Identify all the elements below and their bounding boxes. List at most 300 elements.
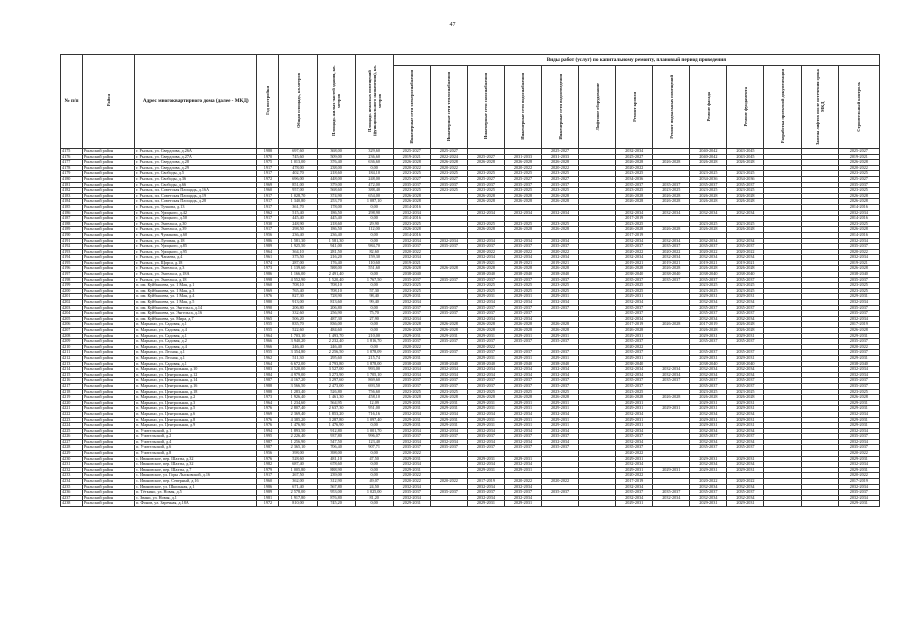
- cell-work-period: 2032-2034: [616, 462, 653, 468]
- cell-work-period: 2035-2037: [504, 383, 541, 389]
- cell-work-period: 2026-2028: [504, 160, 541, 166]
- cell-work-period: 2032-2034: [838, 367, 879, 373]
- cell-work-period: 2020-2022: [504, 249, 541, 255]
- cell-work-period: 2035-2037: [838, 434, 879, 440]
- cell-work-period: 2038-2040: [727, 272, 764, 278]
- cell-year: 1998: [257, 277, 279, 283]
- cell-nonliving-area: 693,50: [355, 383, 393, 389]
- cell-work-period: 2034-2036: [690, 176, 727, 182]
- cell-work-period: 2032-2034: [393, 372, 430, 378]
- cell-total-area: 1 234,60: [279, 400, 317, 406]
- cell-living-area: 256,90: [317, 311, 355, 317]
- cell-address: п. им. Куйбышева, ул. 1 Мая, д.4: [135, 294, 257, 300]
- cell-work-period: 2032-2034: [467, 439, 504, 445]
- cell-living-area: 206,80: [317, 305, 355, 311]
- cell-living-area: 246,40: [317, 344, 355, 350]
- cell-work-period: 2038-2040: [727, 361, 764, 367]
- cell-work-period: 2032-2034: [690, 439, 727, 445]
- cell-work-period: 2029-2031: [542, 355, 579, 361]
- cell-work-period: 2032-2034: [467, 210, 504, 216]
- cell-work-period: 2032-2034: [838, 428, 879, 434]
- cell-work-period: 2035-2037: [504, 350, 541, 356]
- cell-work-period: [801, 501, 838, 507]
- cell-work-period: 2031-2033: [542, 154, 579, 160]
- header-address: Адрес многоквартирного дома (далее - МКД): [135, 55, 257, 149]
- cell-work-period: 2029-2031: [690, 333, 727, 339]
- cell-address: п. Марьино, ул. Центральная, д.10: [135, 367, 257, 373]
- cell-district: Рыльский район: [83, 361, 135, 367]
- cell-work-period: 2020-2022: [393, 344, 430, 350]
- cell-work-period: 2032-2034: [393, 495, 430, 501]
- cell-work-period: 2026-2028: [467, 160, 504, 166]
- cell-work-period: [653, 501, 690, 507]
- cell-work-period: 2026-2028: [616, 193, 653, 199]
- cell-work-period: 2032-2034: [727, 428, 764, 434]
- cell-work-period: 2032-2034: [504, 495, 541, 501]
- cell-work-period: 2026-2028: [430, 160, 467, 166]
- cell-living-area: 1 493,70: [317, 333, 355, 339]
- cell-id: 4237: [61, 495, 83, 501]
- cell-id: 4208: [61, 333, 83, 339]
- cell-work-period: 2029-2031: [467, 406, 504, 412]
- cell-work-period: 2026-2028: [690, 160, 727, 166]
- cell-living-area: 218,60: [317, 221, 355, 227]
- cell-living-area: 445,40: [317, 216, 355, 222]
- cell-work-period: 2026-2028: [727, 395, 764, 401]
- cell-nonliving-area: 388,40: [355, 188, 393, 194]
- cell-work-period: 2025-2027: [467, 154, 504, 160]
- cell-work-period: 2035-2037: [690, 350, 727, 356]
- header-work-6: [616, 66, 653, 149]
- cell-nonliving-area: 210,00: [355, 333, 393, 339]
- cell-work-period: 2035-2037: [542, 182, 579, 188]
- cell-address: г. Рыльск, ул. Энгельса, д.39: [135, 227, 257, 233]
- cell-work-period: 2023-2025: [467, 221, 504, 227]
- cell-nonliving-area: 0,00: [355, 328, 393, 334]
- cell-work-period: 2020-2022: [727, 249, 764, 255]
- cell-work-period: 2035-2037: [504, 244, 541, 250]
- cell-work-period: 2032-2034: [838, 462, 879, 468]
- cell-year: 1960: [257, 283, 279, 289]
- cell-living-area: 3 287,80: [317, 417, 355, 423]
- cell-work-period: 2020-2022: [838, 249, 879, 255]
- cell-year: 1960: [257, 188, 279, 194]
- cell-year: 1987: [257, 445, 279, 451]
- cell-id: 4222: [61, 411, 83, 417]
- cell-living-area: 888,90: [317, 467, 355, 473]
- cell-address: п. Учительский, д.6: [135, 445, 257, 451]
- cell-nonliving-area: 1 878,00: [355, 361, 393, 367]
- cell-work-period: 2035-2037: [690, 434, 727, 440]
- cell-work-period: 2032-2034: [690, 367, 727, 373]
- cell-nonliving-area: 215,74: [355, 355, 393, 361]
- cell-work-period: 2026-2028: [393, 266, 430, 272]
- cell-total-area: 835,70: [279, 322, 317, 328]
- cell-living-area: 2 491,40: [317, 272, 355, 278]
- cell-nonliving-area: 123,40: [355, 439, 393, 445]
- cell-nonliving-area: 0,00: [355, 473, 393, 479]
- cell-total-area: 3 566,50: [279, 383, 317, 389]
- cell-work-period: 2026-2028: [838, 193, 879, 199]
- cell-total-area: 528,60: [279, 456, 317, 462]
- cell-work-period: 2032-2034: [690, 238, 727, 244]
- cell-work-period: 2023-2025: [504, 288, 541, 294]
- cell-living-area: 2 232,40: [317, 339, 355, 345]
- cell-work-period: 2019-2021: [504, 260, 541, 266]
- cell-nonliving-area: 993,00: [355, 367, 393, 373]
- cell-id: 4210: [61, 344, 83, 350]
- cell-district: Рыльский район: [83, 272, 135, 278]
- cell-nonliving-area: 1 025,00: [355, 490, 393, 496]
- cell-work-period: 2029-2031: [393, 467, 430, 473]
- cell-work-period: 2029-2031: [727, 501, 764, 507]
- cell-work-period: 2032-2034: [393, 300, 430, 306]
- cell-work-period: 2019-2021: [616, 260, 653, 266]
- cell-work-period: 2020-2022: [430, 165, 467, 171]
- cell-work-period: 2026-2028: [504, 193, 541, 199]
- cell-id: 4195: [61, 260, 83, 266]
- cell-work-period: 2032-2034: [467, 316, 504, 322]
- cell-id: 4186: [61, 210, 83, 216]
- cell-nonliving-area: 472,00: [355, 182, 393, 188]
- cell-work-period: 2032-2034: [653, 238, 690, 244]
- cell-total-area: 1 581,30: [279, 238, 317, 244]
- cell-work-period: 2023-2025: [467, 288, 504, 294]
- cell-nonliving-area: 1 097,40: [355, 417, 393, 423]
- cell-work-period: 2029-2031: [653, 467, 690, 473]
- cell-work-period: 2029-2031: [838, 501, 879, 507]
- cell-nonliving-area: 57,30: [355, 288, 393, 294]
- cell-district: Рыльский район: [83, 445, 135, 451]
- cell-work-period: 2020-2022: [542, 249, 579, 255]
- cell-work-period: 2032-2034: [542, 411, 579, 417]
- cell-district: Рыльский район: [83, 451, 135, 457]
- cell-work-period: 2032-2034: [653, 495, 690, 501]
- cell-work-period: 2020-2022: [393, 249, 430, 255]
- cell-nonliving-area: 0,00: [355, 344, 393, 350]
- cell-nonliving-area: 75,70: [355, 311, 393, 317]
- header-work-label: Замена лифтов после истечения срока МКД: [814, 68, 825, 145]
- cell-nonliving-area: 159,30: [355, 255, 393, 261]
- cell-work-period: 2023-2025: [430, 188, 467, 194]
- cell-work-period: 2035-2037: [504, 311, 541, 317]
- cell-district: Рыльский район: [83, 311, 135, 317]
- cell-address: п. им. Куйбышева, ул. 1 Мая, д.5: [135, 300, 257, 306]
- cell-work-period: 2035-2037: [653, 277, 690, 283]
- cell-year: 1973: [257, 266, 279, 272]
- cell-work-period: 2035-2037: [542, 434, 579, 440]
- cell-work-period: 2025-2027: [393, 176, 430, 182]
- cell-work-period: 2026-2028: [430, 322, 467, 328]
- cell-address: п. Марьино, ул. Центральная, д.9: [135, 423, 257, 429]
- cell-work-period: 2023-2025: [616, 171, 653, 177]
- cell-id: 4205: [61, 316, 83, 322]
- cell-work-period: 2032-2034: [838, 372, 879, 378]
- cell-work-period: 2038-2040: [542, 361, 579, 367]
- cell-nonliving-area: 984,70: [355, 244, 393, 250]
- cell-work-period: 2032-2034: [467, 367, 504, 373]
- cell-district: Рыльский район: [83, 316, 135, 322]
- cell-work-period: 2035-2037: [838, 378, 879, 384]
- cell-address: г. Рыльск, ул. Энгельса, д.18А: [135, 272, 257, 278]
- cell-work-period: 2043-2045: [727, 154, 764, 160]
- cell-total-area: 696,00: [279, 176, 317, 182]
- cell-work-period: 2035-2037: [467, 277, 504, 283]
- cell-total-area: 687,40: [279, 462, 317, 468]
- cell-id: 4215: [61, 372, 83, 378]
- cell-total-area: 3 940,20: [279, 339, 317, 345]
- cell-living-area: 487,30: [317, 316, 355, 322]
- cell-nonliving-area: 458,10: [355, 395, 393, 401]
- cell-living-area: 941,00: [317, 244, 355, 250]
- cell-id: 4180: [61, 176, 83, 182]
- cell-work-period: 2035-2037: [653, 490, 690, 496]
- cell-work-period: 2029-2031: [690, 467, 727, 473]
- cell-work-period: 2032-2034: [838, 439, 879, 445]
- cell-work-period: 2023-2025: [467, 188, 504, 194]
- cell-work-period: 2032-2034: [393, 210, 430, 216]
- cell-work-period: 2038-2040: [467, 272, 504, 278]
- cell-district: Рыльский район: [83, 188, 135, 194]
- cell-work-period: 2029-2031: [430, 400, 467, 406]
- cell-total-area: 515,40: [279, 210, 317, 216]
- cell-work-period: 2026-2028: [393, 160, 430, 166]
- cell-work-period: 2023-2025: [690, 389, 727, 395]
- cell-work-period: 2026-2028: [616, 160, 653, 166]
- cell-work-period: 2023-2025: [690, 283, 727, 289]
- cell-nonliving-area: 24,50: [355, 484, 393, 490]
- cell-id: 4216: [61, 378, 83, 384]
- cell-id: 4238: [61, 501, 83, 507]
- cell-nonliving-area: 0,00: [355, 322, 393, 328]
- cell-id: 4232: [61, 467, 83, 473]
- cell-address: г. Рыльск, ул. Свердлова, д.27А: [135, 154, 257, 160]
- cell-work-period: 2032-2034: [838, 316, 879, 322]
- cell-living-area: 281,50: [317, 249, 355, 255]
- cell-work-period: 2029-2031: [393, 400, 430, 406]
- cell-id: 4175: [61, 149, 83, 155]
- cell-nonliving-area: 0,00: [355, 423, 393, 429]
- cell-total-area: 1 256,90: [279, 439, 317, 445]
- cell-work-period: 2026-2028: [838, 266, 879, 272]
- header-work-label: Инженерные сети теплоснабжения: [446, 71, 452, 142]
- cell-living-area: 216,20: [317, 255, 355, 261]
- cell-address: с. Ивановское, пер. Шахты, д.32: [135, 462, 257, 468]
- cell-work-period: 2029-2031: [504, 333, 541, 339]
- header-work-0: [393, 66, 430, 149]
- cell-nonliving-area: 996,07: [355, 434, 393, 440]
- cell-work-period: 2023-2025: [504, 188, 541, 194]
- cell-work-period: 2032-2034: [616, 484, 653, 490]
- cell-work-period: 2029-2031: [393, 417, 430, 423]
- cell-work-period: 2029-2031: [616, 333, 653, 339]
- cell-work-period: 2023-2025: [504, 283, 541, 289]
- cell-living-area: 547,50: [317, 439, 355, 445]
- cell-year: 1917: [257, 193, 279, 199]
- cell-work-period: 2035-2037: [616, 305, 653, 311]
- cell-address: г. Рыльск, ул. Свердлова, д.29: [135, 165, 257, 171]
- cell-work-period: 2026-2028: [690, 227, 727, 233]
- cell-id: 4181: [61, 182, 83, 188]
- cell-work-period: 2026-2028: [653, 266, 690, 272]
- cell-living-area: 218,60: [317, 171, 355, 177]
- cell-work-period: 2026-2028: [504, 199, 541, 205]
- cell-work-period: 2035-2037: [393, 182, 430, 188]
- cell-district: Рыльский район: [83, 238, 135, 244]
- cell-work-period: 2026-2028: [430, 328, 467, 334]
- cell-work-period: 2025-2027: [504, 176, 541, 182]
- cell-id: 4203: [61, 305, 83, 311]
- cell-work-period: 2035-2037: [727, 311, 764, 317]
- cell-work-period: 2038-2040: [838, 361, 879, 367]
- cell-work-period: 2032-2034: [393, 484, 430, 490]
- cell-id: 4209: [61, 339, 83, 345]
- cell-work-period: 2023-2025: [542, 188, 579, 194]
- header-living-area-label: Площадь жилых частей здания, кв. метров: [331, 65, 342, 136]
- cell-work-period: 2026-2028: [467, 199, 504, 205]
- cell-year: 1962: [257, 355, 279, 361]
- cell-district: Рыльский район: [83, 462, 135, 468]
- cell-living-area: 374,90: [317, 193, 355, 199]
- cell-work-period: 2026-2028: [838, 160, 879, 166]
- cell-id: 4207: [61, 328, 83, 334]
- cell-district: Рыльский район: [83, 227, 135, 233]
- cell-work-period: 2032-2034: [504, 462, 541, 468]
- cell-work-period: [764, 501, 801, 507]
- header-work-label: Ремонт фундамента: [742, 86, 748, 127]
- cell-work-period: 2032-2034: [616, 411, 653, 417]
- cell-work-period: 2029-2031: [838, 294, 879, 300]
- cell-work-period: 2029-2031: [727, 400, 764, 406]
- cell-address: г. Рыльск, ул. Свободы, д.5: [135, 171, 257, 177]
- cell-year: 1955: [257, 328, 279, 334]
- cell-total-area: 206,80: [279, 305, 317, 311]
- cell-id: 4201: [61, 294, 83, 300]
- cell-year: 1956: [257, 232, 279, 238]
- cell-living-area: 509,00: [317, 154, 355, 160]
- cell-work-period: 2034-2036: [727, 176, 764, 182]
- cell-address: п. Марьино, ул. Садовая, д.1: [135, 333, 257, 339]
- cell-work-period: 2035-2037: [467, 490, 504, 496]
- cell-total-area: 6 672,00: [279, 361, 317, 367]
- cell-year: 1969: [257, 182, 279, 188]
- header-nonliving-area: [355, 55, 393, 149]
- cell-work-period: 2026-2028: [690, 328, 727, 334]
- cell-district: Рыльский район: [83, 350, 135, 356]
- cell-id: 4212: [61, 355, 83, 361]
- cell-id: 4224: [61, 423, 83, 429]
- cell-work-period: 2020-2022: [838, 451, 879, 457]
- cell-total-area: 1 166,00: [279, 272, 317, 278]
- header-work-5: [579, 66, 616, 149]
- cell-work-period: 2029-2031: [467, 355, 504, 361]
- cell-living-area: 745,20: [317, 501, 355, 507]
- cell-year: 1988: [257, 389, 279, 395]
- cell-work-period: 2035-2037: [430, 378, 467, 384]
- cell-work-period: 2026-2028: [616, 266, 653, 272]
- cell-work-period: 2038-2040: [690, 272, 727, 278]
- cell-work-period: 2035-2037: [616, 244, 653, 250]
- cell-work-period: 2035-2037: [690, 378, 727, 384]
- cell-work-period: 2023-2025: [393, 221, 430, 227]
- cell-work-period: 2026-2028: [542, 227, 579, 233]
- cell-work-period: 2023-2025: [542, 283, 579, 289]
- cell-work-period: 2035-2037: [467, 383, 504, 389]
- cell-work-period: 2032-2034: [616, 210, 653, 216]
- cell-work-period: 2035-2037: [727, 445, 764, 451]
- cell-living-area: 3 273,90: [317, 372, 355, 378]
- cell-district: Рыльский район: [83, 210, 135, 216]
- cell-work-period: 2043-2045: [727, 149, 764, 155]
- cell-work-period: 2035-2037: [690, 339, 727, 345]
- cell-id: 4199: [61, 283, 83, 289]
- cell-work-period: 2026-2028: [542, 160, 579, 166]
- cell-year: 1987: [257, 378, 279, 384]
- cell-nonliving-area: 0,00: [355, 238, 393, 244]
- header-work-8: [690, 66, 727, 149]
- header-district: [83, 55, 135, 149]
- cell-work-period: 2032-2034: [504, 316, 541, 322]
- cell-living-area: 186,50: [317, 227, 355, 233]
- cell-work-period: 2029-2031: [838, 423, 879, 429]
- cell-nonliving-area: 551,60: [355, 266, 393, 272]
- cell-year: 1917: [257, 199, 279, 205]
- cell-total-area: 267,50: [279, 473, 317, 479]
- cell-work-period: 2035-2037: [616, 434, 653, 440]
- header-work-label: Строительный контроль: [856, 81, 862, 132]
- cell-total-area: 697,60: [279, 149, 317, 155]
- cell-work-period: 2032-2034: [690, 495, 727, 501]
- cell-work-period: 2026-2028: [653, 322, 690, 328]
- cell-nonliving-area: 756,60: [355, 389, 393, 395]
- cell-work-period: 2029-2031: [467, 423, 504, 429]
- cell-total-area: 1 893,50: [279, 428, 317, 434]
- cell-work-period: [542, 501, 579, 507]
- cell-living-area: 912,80: [317, 428, 355, 434]
- cell-work-period: 2035-2037: [838, 339, 879, 345]
- header-work-label: Лифтовое оборудование: [594, 82, 600, 131]
- cell-work-period: 2020-2022: [838, 473, 879, 479]
- cell-work-period: 2029-2031: [727, 456, 764, 462]
- cell-total-area: 1 917,80: [279, 495, 317, 501]
- cell-work-period: 2035-2037: [542, 490, 579, 496]
- cell-work-period: 2029-2031: [542, 417, 579, 423]
- cell-year: 1956: [257, 451, 279, 457]
- cell-work-period: [579, 501, 616, 507]
- cell-work-period: 2035-2037: [838, 445, 879, 451]
- cell-district: Рыльский район: [83, 300, 135, 306]
- cell-year: 1981: [257, 495, 279, 501]
- cell-work-period: 2026-2028: [727, 160, 764, 166]
- cell-work-period: 2020-2022: [690, 479, 727, 485]
- cell-work-period: 2023-2025: [393, 288, 430, 294]
- cell-work-period: 2032-2034: [616, 428, 653, 434]
- cell-work-period: 2023-2025: [393, 188, 430, 194]
- cell-district: Рыльский район: [83, 467, 135, 473]
- cell-living-area: 706,40: [317, 445, 355, 451]
- cell-district: Рыльский район: [83, 389, 135, 395]
- cell-address: п. Учительский, д.8: [135, 451, 257, 457]
- header-work-label: Инженерные сети электроснабжения: [409, 69, 415, 144]
- cell-work-period: 2035-2037: [653, 244, 690, 250]
- cell-work-period: 2023-2025: [430, 171, 467, 177]
- cell-work-period: 2029-2031: [504, 423, 541, 429]
- cell-work-period: 2032-2034: [504, 484, 541, 490]
- cell-id: 4234: [61, 479, 83, 485]
- cell-work-period: 2023-2025: [504, 221, 541, 227]
- cell-work-period: 2023-2025: [838, 188, 879, 194]
- cell-work-period: 2025-2027: [616, 154, 653, 160]
